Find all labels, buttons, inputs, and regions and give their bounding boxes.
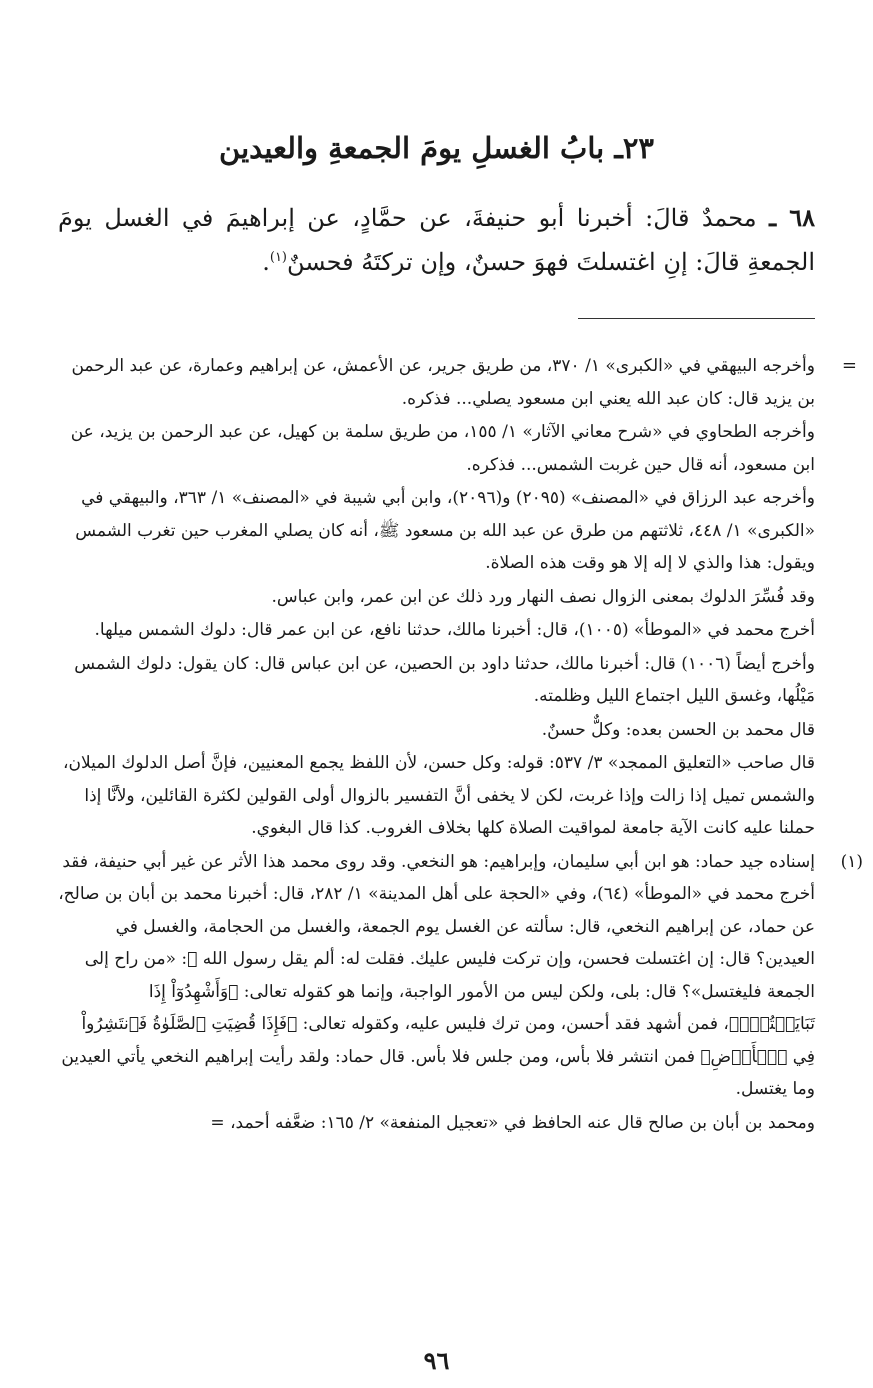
chapter-title: ٢٣ـ بابُ الغسلِ يومَ الجمعةِ والعيدين	[219, 131, 654, 165]
footnote-reference: (١)	[269, 250, 287, 265]
continuation-marker: =	[841, 355, 857, 376]
hadith-number: ٦٨ ـ	[769, 203, 816, 232]
hadith-text: محمدٌ قالَ: أخبرنا أبو حنيفةَ، عن حمَّادٍ، عن إبراهيمَ في الغسل يومَ الجمعةِ قالَ: إنِ اغتسلتَ فهوَ حسنٌ، وإن تركتَهُ فحسنٌ	[58, 204, 815, 276]
note-paragraph: وأخرجه عبد الرزاق في «المصنف» (٢٠٩٥) و(٢٠٩٦)، وابن أبي شيبة في «المصنف» ١/ ٣٦٣، والبيهقي في «الكبرى» ١/ ٤٤٨، ثلاثتهم من طرق عن عبد الله بن مسعود ﷺ، أنه كان يصلي المغرب حين تغرب الشمس ويقول: هذا والذي لا إله إلا هو وقت هذه الصلاة.	[75, 488, 815, 573]
hadith-end-period: .	[262, 248, 270, 276]
note-paragraph: وأخرجه البيهقي في «الكبرى» ١/ ٣٧٠، من طريق جرير، عن الأعمش، عن إبراهيم وعمارة، عن عبد الرحمن بن يزيد قال: كان عبد الله يعني ابن مسعود يصلي... فذكره.	[71, 356, 815, 409]
hadith-68	[58, 196, 815, 284]
footnotes-section	[58, 350, 863, 1140]
continued-footnote	[58, 350, 857, 845]
note-paragraph: وأخرج أيضاً (١٠٠٦) قال: أخبرنا مالك، حدثنا داود بن الحصين، عن ابن عباس قال: كان يقول: دلوك الشمس مَيْلُها، وغسق الليل اجتماع الليل وظلمته.	[74, 653, 815, 706]
note-paragraph: قال صاحب «التعليق الممجد» ٣/ ٥٣٧: قوله: وكل حسن، لأن اللفظ يجمع المعنيين، فإنَّ أصل الدلوك الميلان، والشمس تميل إذا زالت وإذا غربت، لكن لا يخفى أنَّ التفسير بالزوال أولى القولين لكثرة القائلين، ولأنَّا إذا حملنا عليه كانت الآية جامعة لمواقيت الصلاة كلها بخلاف الغروب. كذا قال البغوي.	[63, 753, 815, 838]
page-number: ٩٦	[423, 1346, 450, 1375]
note-paragraph: وقد فُسِّرَ الدلوك بمعنى الزوال نصف النهار ورد ذلك عن ابن عمر، وابن عباس.	[271, 586, 815, 607]
footnote-last-line: ومحمد بن أبان بن صالح قال عنه الحافظ في «تعجيل المنفعة» ٢/ ١٦٥: ضعَّفه أحمد، =	[210, 1112, 815, 1133]
footnote-1	[58, 846, 863, 1140]
footnote-separator	[578, 318, 815, 319]
note-paragraph: أخرج محمد في «الموطأ» (١٠٠٥)، قال: أخبرنا مالك، حدثنا نافع، عن ابن عمر قال: دلوك الشمس ميلها.	[94, 620, 815, 640]
note-paragraph: قال محمد بن الحسن بعده: وكلٌّ حسنٌ.	[541, 719, 815, 740]
note-paragraph: وأخرجه الطحاوي في «شرح معاني الآثار» ١/ ١٥٥، من طريق سلمة بن كهيل، عن عبد الرحمن بن يزيد، عن ابن مسعود، أنه قال حين غربت الشمس... فذكره.	[70, 422, 815, 475]
footnote-text: إسناده جيد حماد: هو ابن أبي سليمان، وإبراهيم: هو النخعي. وقد روى محمد هذا الأثر عن غير أبي حنيفة، فقد أخرج محمد في «الموطأ» (٦٤)، وفي «الحجة على أهل المدينة» ١/ ٢٨٢، قال: أخبرنا محمد بن أبان بن صالح، عن حماد، عن إبراهيم النخعي، قال: سألته عن الغسل يوم الجمعة، والغسل من الحجامة، والغسل في العيدين؟ قال: إن اغتسلت فحسن، وإن تركت فليس عليك. فقلت له: ألم يقل رسول الله ﷺ: «من راح إلى الجمعة فليغتسل»؟ قال: بلى، ولكن ليس من الأمور الواجبة، وإنما هو كقوله تعالى: ﴿وَأَشْهِدُوٓاْ إِذَا تَبَايَعۡتُمۡۚ﴾، فمن أشهد فقد أحسن، ومن ترك فليس عليه، وكقوله تعالى: ﴿فَإِذَا قُضِيَتِ ٱلصَّلَوٰةُ فَٱنتَشِرُواْ فِي ٱلۡأَرۡضِ﴾ فمن انتشر فلا بأس، ومن جلس فلا بأس. قال حماد: ولقد رأيت إبراهيم النخعي يأتي العيدين وما يغتسل.	[58, 851, 815, 1099]
footnote-number: (١)	[840, 851, 863, 872]
